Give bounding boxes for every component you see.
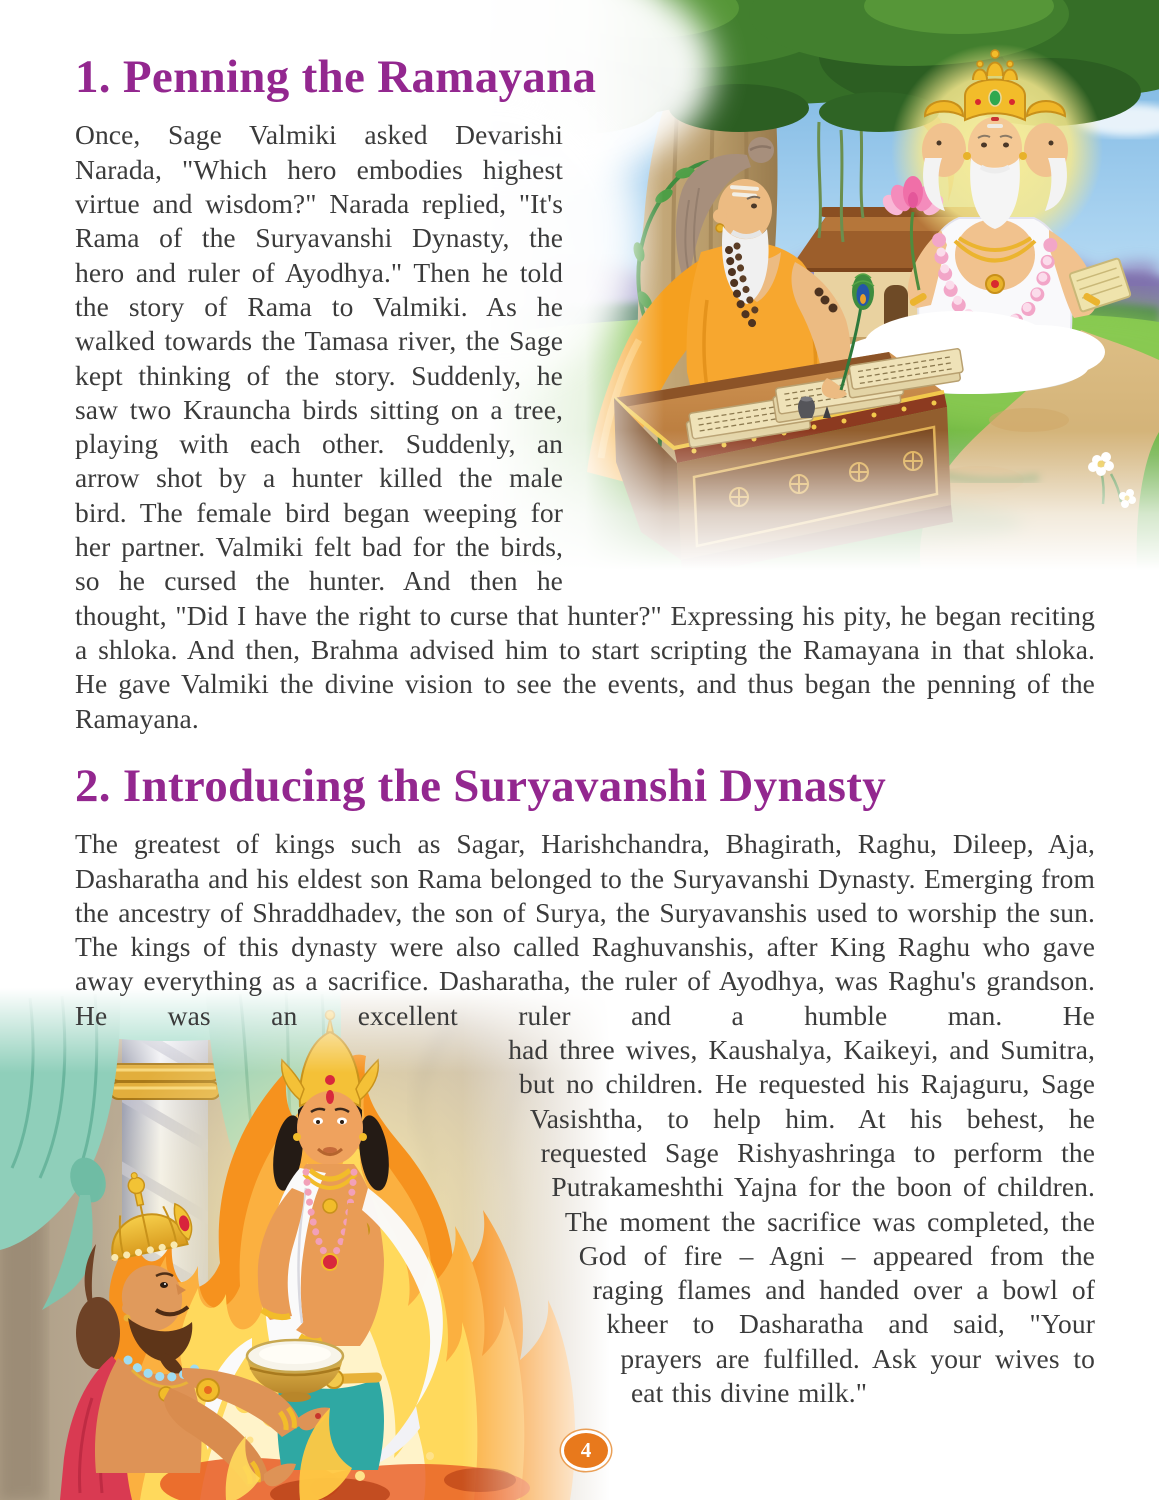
section-2-paragraph-wrapped [75, 1033, 1095, 1410]
page-text-content [75, 0, 1095, 1429]
section-1-title: 1. Penning the Ramayana [75, 51, 597, 103]
section-1-paragraph [75, 118, 1095, 735]
section-2-title: 2. Introducing the Suryavanshi Dynasty [75, 759, 887, 812]
section-1-paragraph-text: Once, Sage Valmiki asked Devarishi Narada, "Which hero embodies highest virtue and wisdom?" Narada replied, "It's Rama of the Suryavanshi Dynasty, the hero and ruler of Ayodhya." Then he told the story of Rama to Valmiki. As he walked towards the Tamasa river, the Sage kept thinking of the story. Suddenly, he saw two Krauncha birds sitting on a tree, playing with each other. Suddenly, an arrow shot by a hunter killed the male bird. The female bird began weeping for her partner. Valmiki felt bad for the birds, so he cursed the hunter. And then he thought, "Did I have the right to curse that hunter?" Expressing his pity, he began reciting a shloka. And then, Brahma advised him to start scripting the Ramayana in that shloka. He gave Valmiki the divine vision to see the events, and thus began the penning of the Ramayana. [75, 119, 1095, 734]
page-number-badge [561, 1430, 611, 1471]
page-number: 4 [580, 1438, 592, 1462]
section-2-paragraph-intro: The greatest of kings such as Sagar, Harishchandra, Bhagirath, Raghu, Dileep, Aja, Dasharatha and his eldest son Rama belonged to the Suryavanshi Dynasty. Emerging from the ancestry of Shraddhadev, the son of Surya, the Suryavanshis used to worship the sun. The kings of this dynasty were also called Raghuvanshis, after King Raghu who gave away everything as a sacrifice. Dasharatha, the ruler of Ayodhya, was Raghu's grandson. He was an excellent ruler and a humble man. He [75, 828, 1095, 1031]
section-2-paragraph-wrapped-text: had three wives, Kaushalya, Kaikeyi, and Sumitra, but no children. He requested his Rajaguru, Sage Vasishtha, to help him. At his behest, he requested Sage Rishyashringa to perform the Putrakameshthi Yajna for the boon of children. The moment the sacrifice was completed, the God of fire – Agni – appeared from the raging flames and handed over a bowl of kheer to Dasharatha and said, "Your prayers are fulfilled. Ask your wives to eat this divine milk." [508, 1034, 1095, 1408]
text-wrap-spacer-right [563, 118, 1095, 565]
